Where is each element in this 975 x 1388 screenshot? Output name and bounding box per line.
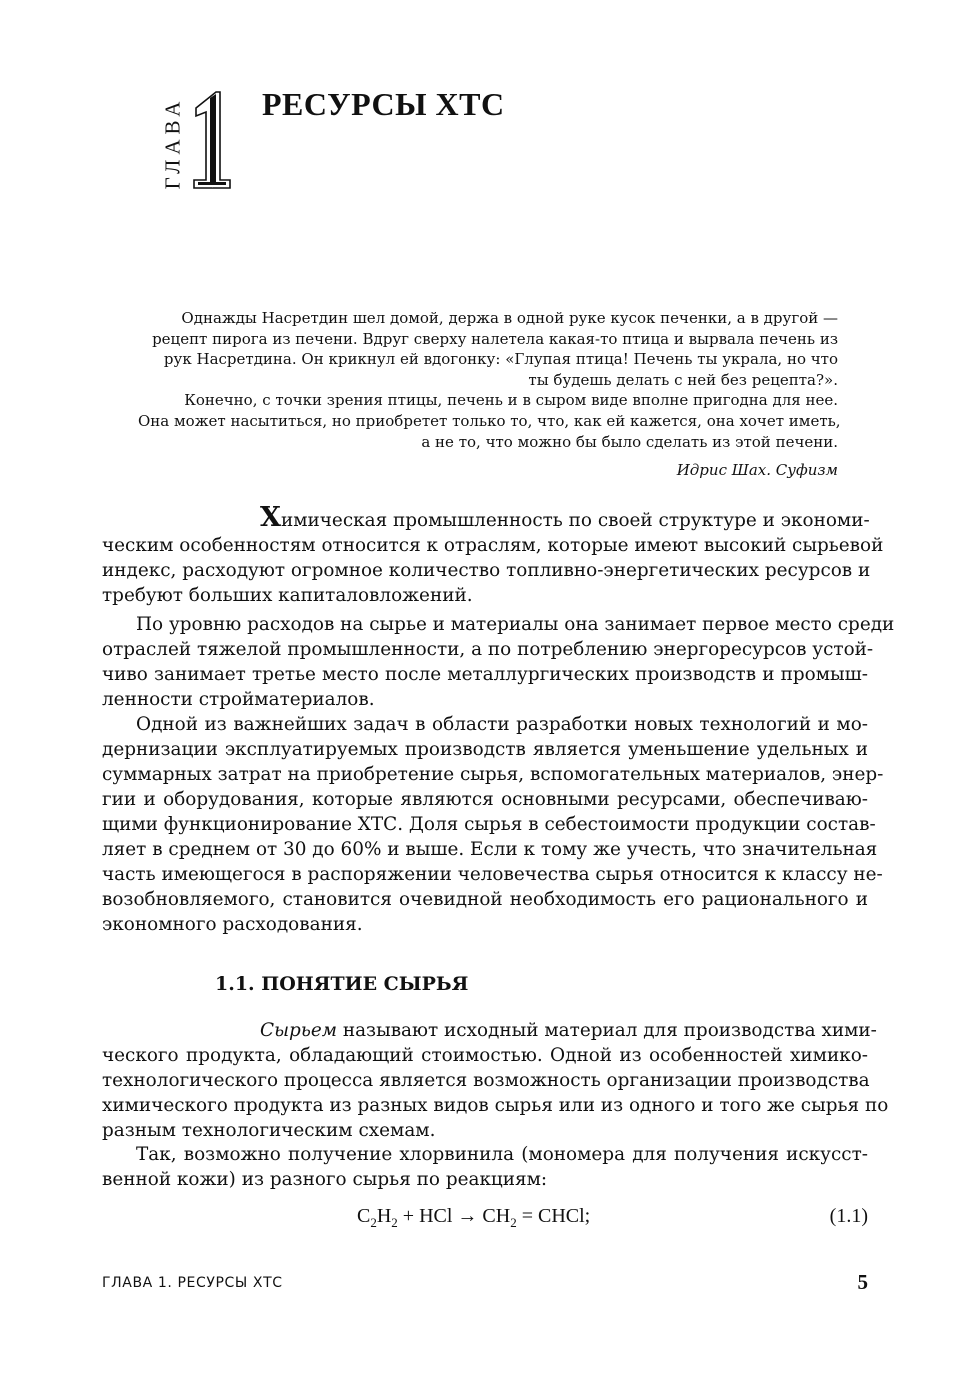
formula-subscript: 2 [391, 1215, 398, 1230]
epigraph-line: а не то, что можно бы было сделать из этой печени. [421, 432, 838, 451]
formula-1-1 [357, 1205, 590, 1231]
paragraph-line: Так, возможно получение хлорвинила (мономера для получения искусст- [136, 1144, 868, 1165]
term-italic: Сырьем [260, 1020, 337, 1041]
formula-part: = CHCl; [516, 1205, 591, 1227]
paragraph-line: химического продукта из разных видов сырья или из одного и того же сырья по [102, 1095, 889, 1116]
paragraph-line: суммарных затрат на приобретение сырья, вспомогательных материалов, энер- [102, 764, 884, 785]
epigraph-line: рецепт пирога из печени. Вдруг сверху налетела какая-то птица и вырвала печень из [152, 329, 838, 348]
paragraph-line: щими функционирование ХТС. Доля сырья в себестоимости продукции состав- [102, 814, 876, 835]
paragraph-line: чиво занимает третье место после металлургических производств и промыш- [102, 664, 868, 685]
dropcap: Х [260, 502, 281, 533]
epigraph-line: ты будешь делать с ней без рецепта?». [528, 370, 838, 389]
epigraph-line: Однажды Насретдин шел домой, держа в одной руке кусок печенки, а в другой — [181, 309, 838, 327]
paragraph-line: венной кожи) из разного сырья по реакциям: [102, 1169, 548, 1190]
running-title: ГЛАВА 1. РЕСУРСЫ ХТС [102, 1275, 283, 1291]
paragraph-line: возобновляемого, становится очевидной необходимость его рационального и [102, 889, 868, 910]
formula-part: + HCl → CH [397, 1205, 511, 1227]
epigraph [138, 308, 841, 452]
paragraph-line: требуют больших капиталовложений. [102, 585, 473, 606]
formula-part: H [376, 1205, 392, 1227]
epigraph-line: Она может насытиться, но приобретет только то, что, как ей кажется, она хочет иметь, [138, 411, 841, 430]
intro-paragraph-3 [102, 712, 884, 937]
paragraph-line: экономного расходования. [102, 914, 363, 935]
chapter-label [160, 97, 186, 189]
chapter-title: РЕСУРСЫ ХТС [262, 86, 505, 122]
section-paragraph-2 [102, 1142, 868, 1192]
epigraph-line: Конечно, с точки зрения птицы, печень и в сыром виде вполне пригодна для нее. [184, 391, 838, 410]
paragraph-line: ческим особенностям относится к отраслям, которые имеют высокий сырьевой [102, 535, 884, 556]
paragraph-line: разным технологическим схемам. [102, 1120, 436, 1141]
paragraph-line: ляет в среднем от 30 до 60% и выше. Если к тому же учесть, что значительная [102, 839, 878, 860]
chapter-label-text: ГЛАВА [160, 96, 185, 190]
paragraph-line: гии и оборудования, которые являются основными ресурсами, обеспечиваю- [102, 789, 868, 810]
epigraph-line: рук Насретдина. Он крикнул ей вдогонку: «Глупая птица! Печень ты украла, но что [163, 350, 838, 369]
paragraph-line [102, 502, 870, 533]
paragraph-line: отраслей тяжелой промышленности, а по потреблению энергоресурсов устой- [102, 639, 874, 660]
formula-number: (1.1) [829, 1205, 868, 1227]
paragraph-line: ленности стройматериалов. [102, 689, 375, 710]
paragraph-line [102, 1018, 877, 1043]
paragraph-line: ческого продукта, обладающий стоимостью. Одной из особенностей химико- [102, 1045, 868, 1066]
page-number: 5 [857, 1270, 868, 1294]
paragraph-line: Одной из важнейших задач в области разработки новых технологий и мо- [136, 714, 868, 735]
formula-subscript: 2 [370, 1215, 377, 1230]
intro-paragraph-2 [102, 612, 895, 712]
paragraph-line: дернизации эксплуатируемых производств является уменьшение удельных и [102, 739, 868, 760]
formula-part: C [357, 1205, 371, 1227]
paragraph-line: По уровню расходов на сырье и материалы она занимает первое место среди [136, 614, 895, 635]
paragraph-line-text: имическая промышленность по своей структуре и экономи- [280, 510, 870, 531]
intro-paragraph-1 [102, 502, 884, 608]
formula-subscript: 2 [510, 1215, 517, 1230]
chapter-number-text: 1 [212, 188, 213, 189]
section-heading: 1.1. ПОНЯТИЕ СЫРЬЯ [215, 973, 469, 995]
paragraph-line: часть имеющегося в распоряжении человечества сырья относится к классу не- [102, 864, 883, 885]
chapter-number-graphic [190, 88, 234, 192]
epigraph-source: Идрис Шах. Суфизм [676, 461, 838, 479]
section-paragraph-1 [102, 1018, 889, 1143]
paragraph-line: индекс, расходуют огромное количество топливно-энергетических ресурсов и [102, 560, 871, 581]
paragraph-line: технологического процесса является возможность организации производства [102, 1070, 870, 1091]
paragraph-line-text: называют исходный материал для производства хими- [336, 1020, 877, 1041]
